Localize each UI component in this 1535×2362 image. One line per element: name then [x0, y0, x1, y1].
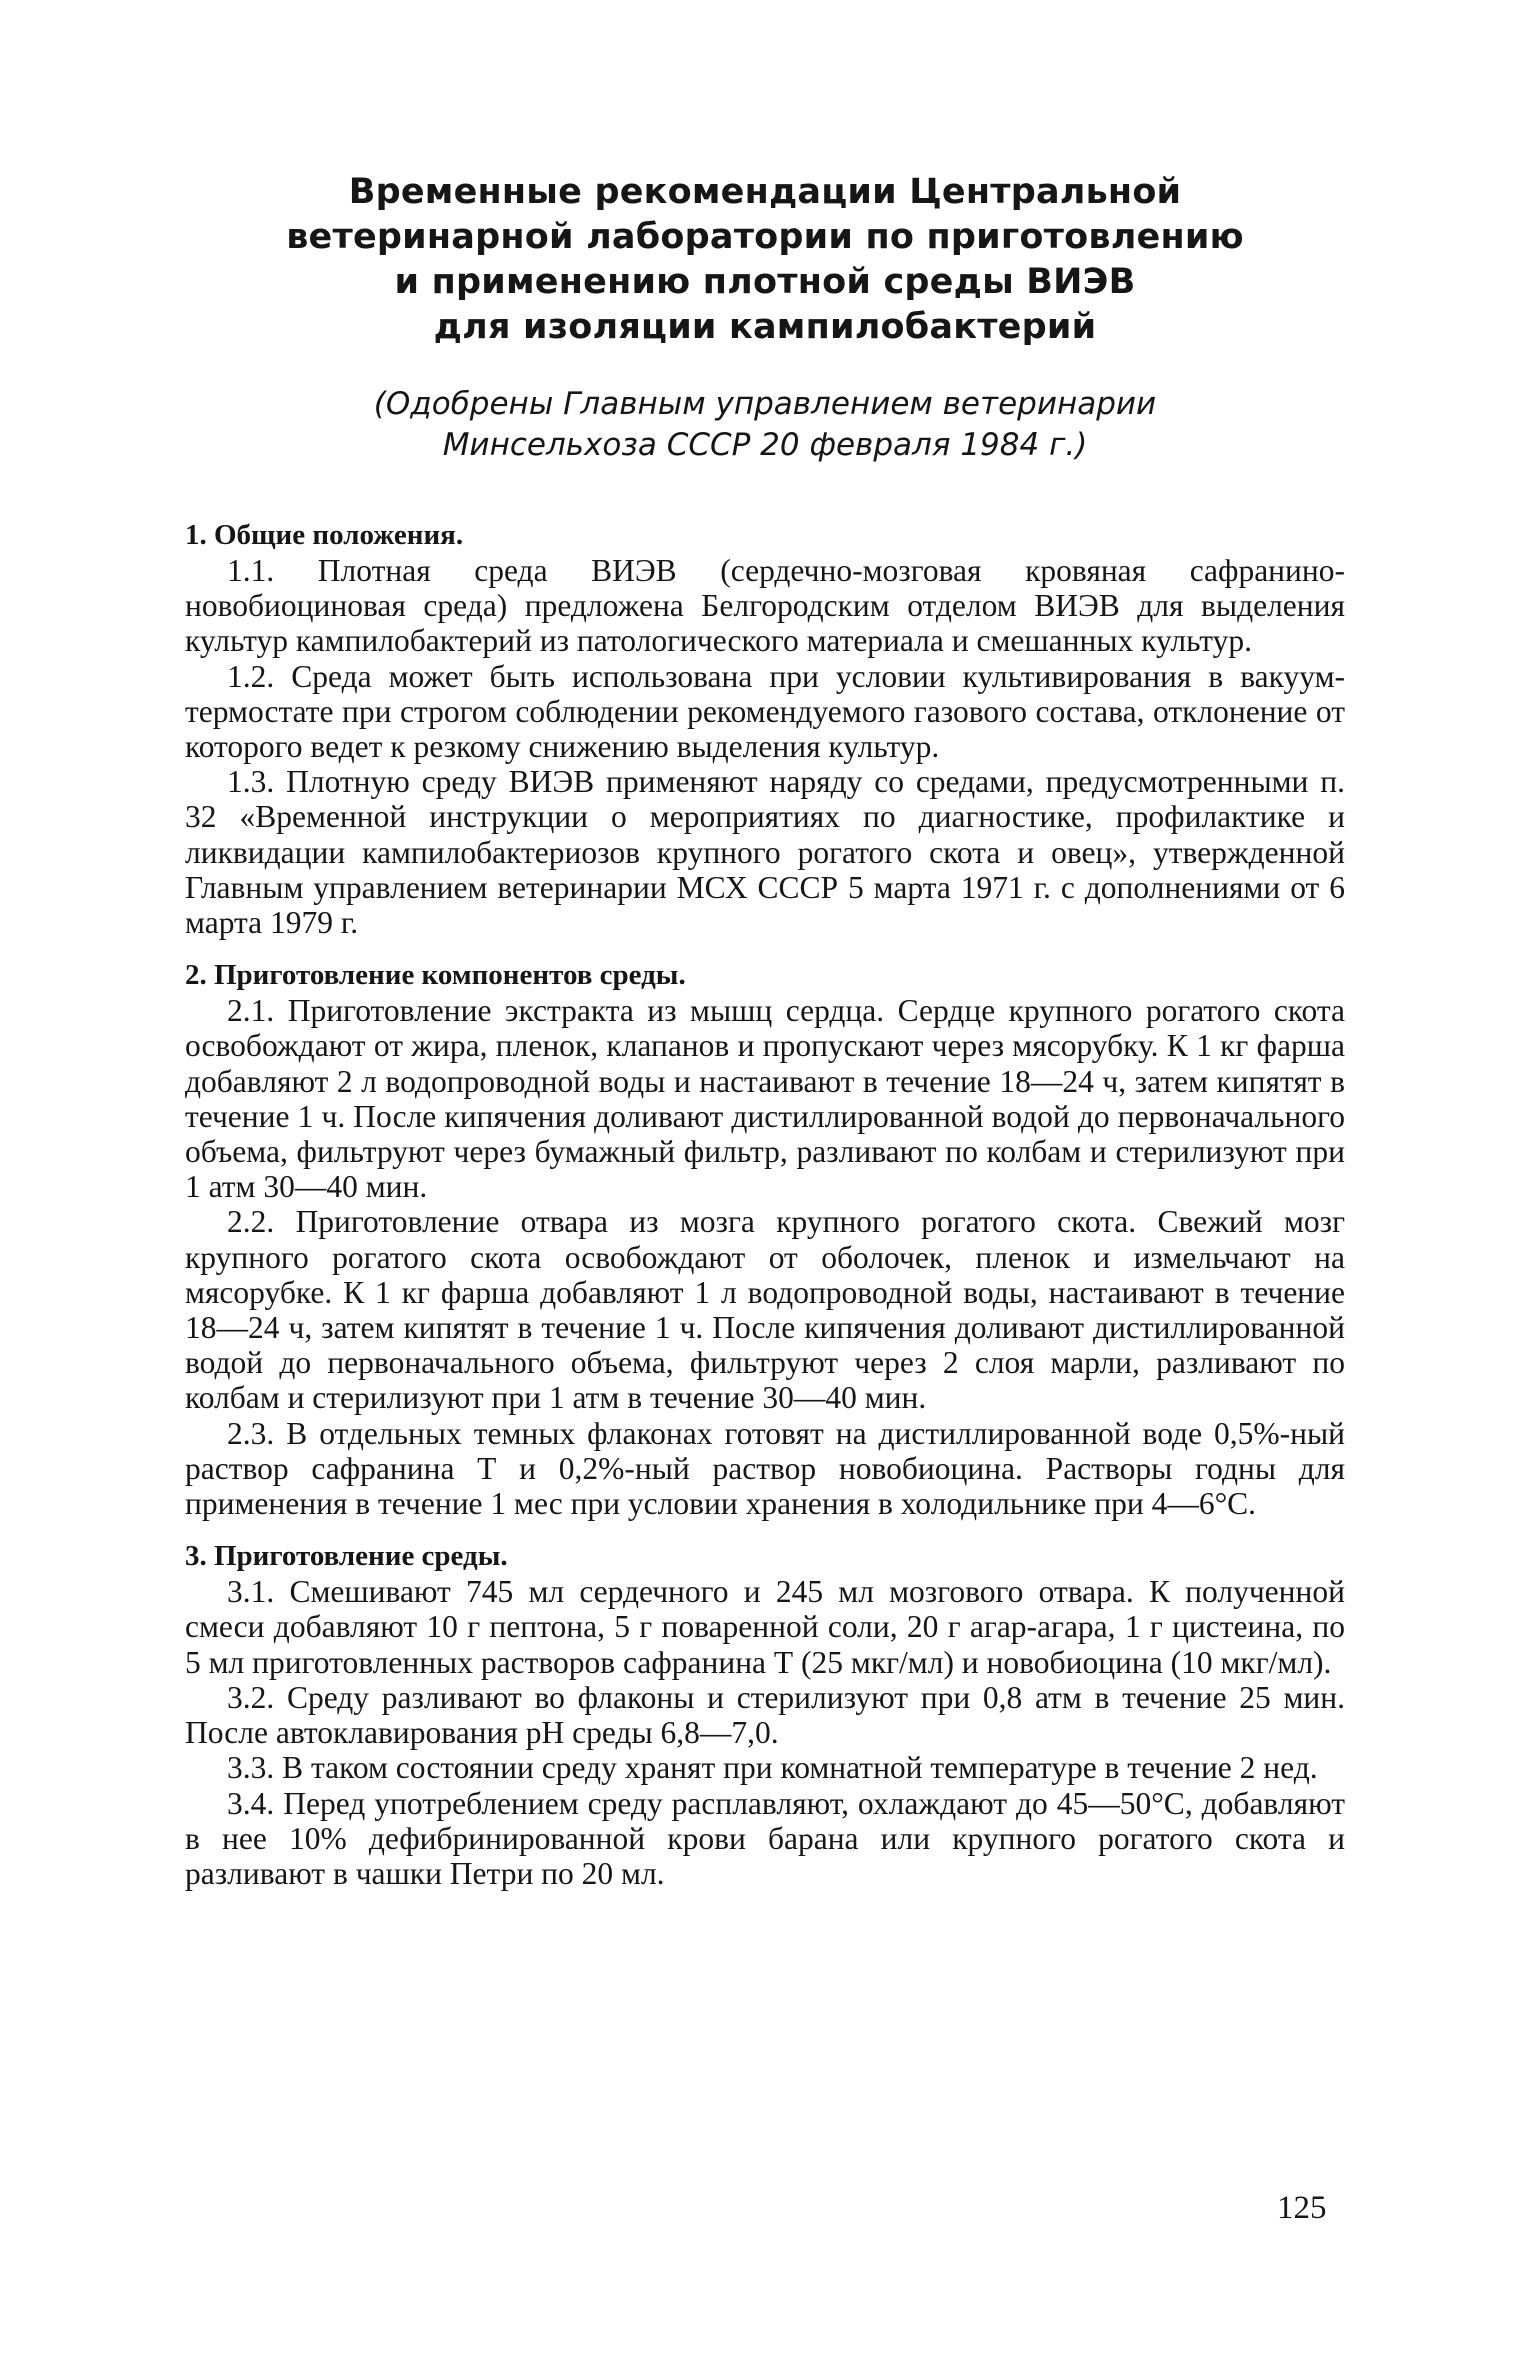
paragraph-3-2: 3.2. Среду разливают во флаконы и стерилизуют при 0,8 атм в течение 25 мин. После автоклавирования pH среды 6,8—7,0.: [185, 1679, 1345, 1751]
section-gap: [185, 940, 1345, 958]
paragraph-1-2: 1.2. Среда может быть использована при условии культивирования в вакуум-термостате при строгом соблюдении рекомендуемого газового состава, отклонение от которого ведет к резкому снижению выделения культур.: [185, 658, 1345, 765]
page-number: 125: [1277, 2190, 1327, 2226]
paragraph-2-3: 2.3. В отдельных темных флаконах готовят на дистиллированной воде 0,5%-ный раствор сафранина Т и 0,2%-ный раствор новобиоцина. Растворы годны для применения в течение 1 мес при условии хранения в холодильнике при 4—6°С.: [185, 1415, 1345, 1522]
paragraph-1-1: 1.1. Плотная среда ВИЭВ (сердечно-мозговая кровяная сафранино-новобиоциновая среда) предложена Белгородским отделом ВИЭВ для выделения культур кампилобактерий из патологического материала и смешанных культур.: [185, 553, 1345, 659]
section-heading: 1. Общие положения.: [185, 519, 464, 551]
title-line: для изоляции кампилобактерий: [433, 307, 1097, 347]
paragraph-3-4: 3.4. Перед употреблением среду расплавляют, охлаждают до 45—50°С, добавляют в нее 10% дефибринированной крови барана или крупного рогатого скота и разливают в чашки Петри по 20 мл.: [185, 1785, 1345, 1891]
section-medium-preparation: [185, 1539, 1345, 1891]
section-general-provisions: [185, 518, 1345, 940]
paragraph-1-3: 1.3. Плотную среду ВИЭВ применяют наряду со средами, предусмотренными п. 32 «Временной инструкции о мероприятиях по диагностике, профилактике и ликвидации кампилобактериозов крупного рогатого скота и овец», утвержденной Главным управлением ветеринарии МСХ СССР 5 марта 1971 г. с дополнениями от 6 марта 1979 г.: [185, 764, 1345, 941]
section-gap: [185, 1521, 1345, 1539]
paragraph-3-1: 3.1. Смешивают 745 мл сердечного и 245 мл мозгового отвара. К полученной смеси добавляют 10 г пептона, 5 г поваренной соли, 20 г агар-агара, 1 г цистеина, по 5 мл приготовленных растворов сафранина Т (25 мкг/мл) и новобиоцина (10 мкг/мл).: [185, 1574, 1345, 1680]
paragraph-2-1: 2.1. Приготовление экстракта из мышц сердца. Сердце крупного рогатого скота освобождают от жира, пленок, клапанов и пропускают через мясорубку. К 1 кг фарша добавляют 2 л водопроводной воды и настаивают в течение 18—24 ч, затем кипятят в течение 1 ч. После кипячения доливают дистиллированной водой до первоначального объема, фильтруют через бумажный фильтр, разливают по колбам и стерилизуют при 1 атм 30—40 мин.: [185, 993, 1345, 1205]
document-title: [185, 170, 1345, 350]
document-page: [185, 170, 1345, 1891]
paragraph-2-2: 2.2. Приготовление отвара из мозга крупного рогатого скота. Свежий мозг крупного рогатого скота освобождают от оболочек, пленок и измельчают на мясорубке. К 1 кг фарша добавляют 1 л водопроводной воды, настаивают в течение 18—24 ч, затем кипятят в течение 1 ч. После кипячения доливают дистиллированной водой до первоначального объема, фильтруют через 2 слоя марли, разливают по колбам и стерилизуют при 1 атм в течение 30—40 мин.: [185, 1204, 1345, 1416]
title-line: и применению плотной среды ВИЭВ: [394, 262, 1136, 302]
approval-line: Минсельхоза СССР 20 февраля 1984 г.): [442, 427, 1088, 463]
section-heading: 3. Приготовление среды.: [185, 1540, 508, 1573]
section-components-preparation: [185, 958, 1345, 1521]
approval-line: (Одобрены Главным управлением ветеринарии: [373, 386, 1157, 422]
section-heading: 2. Приготовление компонентов среды.: [185, 959, 686, 992]
approval-note: [185, 384, 1345, 466]
title-line: ветеринарной лаборатории по приготовлению: [286, 217, 1244, 257]
title-line: Временные рекомендации Центральной: [348, 172, 1182, 212]
paragraph-3-3: 3.3. В таком состоянии среду хранят при комнатной температуре в течение 2 нед.: [227, 1750, 1318, 1786]
